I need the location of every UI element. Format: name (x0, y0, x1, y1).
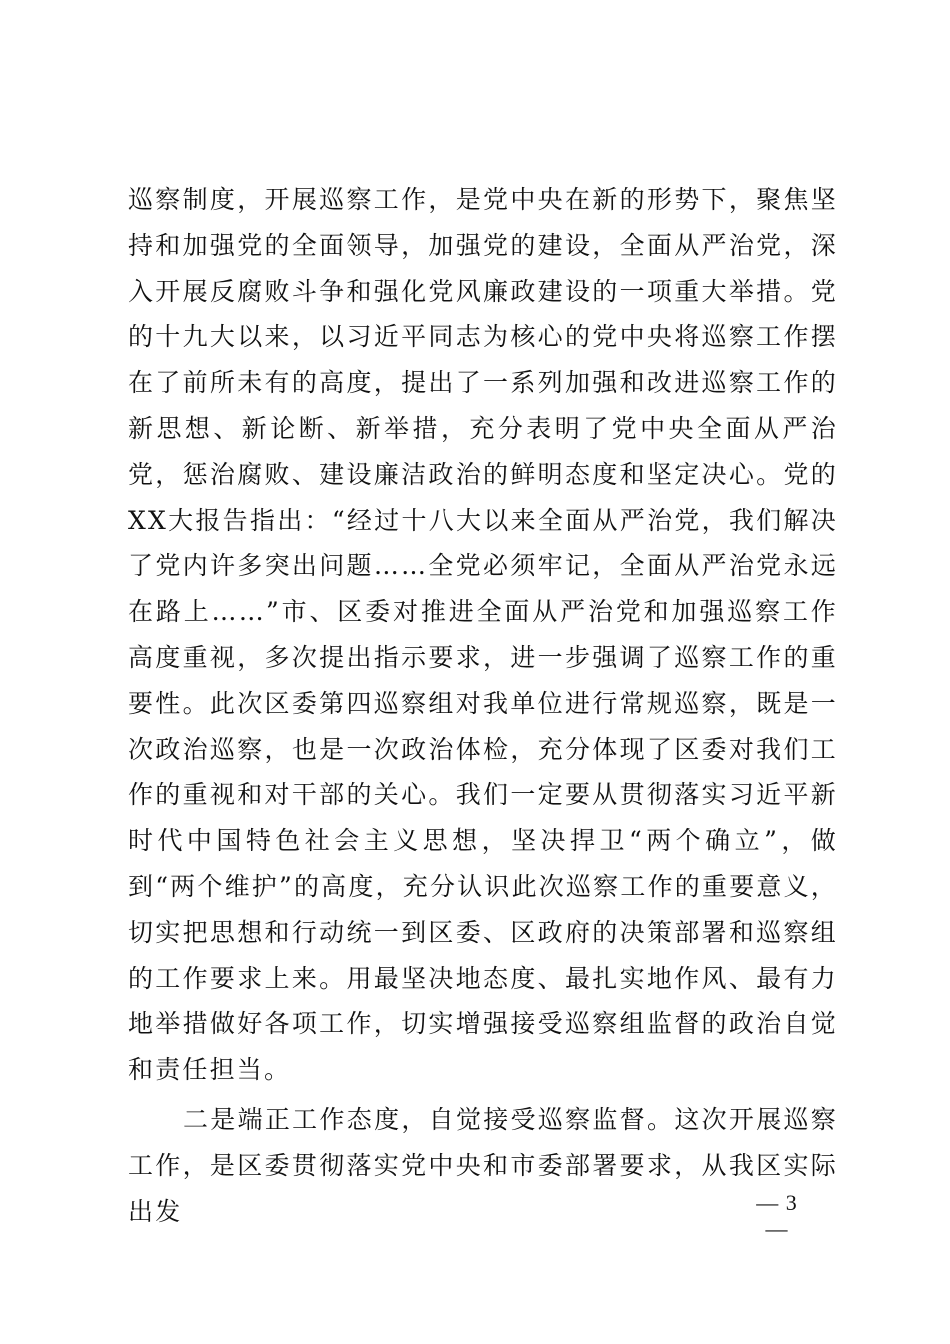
paragraph-2: 二是端正工作态度，自觉接受巡察监督。这次开展巡察工作，是区委贯彻落实党中央和市委部署要求，从我区实际出发 (128, 1104, 838, 1226)
page-number: — 3 — (756, 1190, 798, 1241)
paragraph-1: 巡察制度，开展巡察工作，是党中央在新的形势下，聚焦坚持和加强党的全面领导，加强党的建设，全面从严治党，深入开展反腐败斗争和强化党风廉政建设的一项重大举措。党的十九大以来，以习近平同志为核心的党中央将巡察工作摆在了前所未有的高度，提出了一系列加强和改进巡察工作的新思想、新论断、新举措，充分表明了党中央全面从严治党，惩治腐败、建设廉洁政治的鲜明态度和坚定决心。党的XX大报告指出：“经过十八大以来全面从严治党，我们解决了党内许多突出问题……全党必须牢记，全面从严治党永远在路上……”市、区委对推进全面从严治党和加强巡察工作高度重视，多次提出指示要求，进一步强调了巡察工作的重要性。此次区委第四巡察组对我单位进行常规巡察，既是一次政治巡察，也是一次政治体检，充分体现了区委对我们工作的重视和对干部的关心。我们一定要从贯彻落实习近平新时代中国特色社会主义思想，坚决捍卫“两个确立”，做到“两个维护”的高度，充分认识此次巡察工作的重要意义，切实把思想和行动统一到区委、区政府的决策部署和巡察组的工作要求上来。用最坚决地态度、最扎实地作风、最有力地举措做好各项工作，切实增强接受巡察组监督的政治自觉和责任担当。 (128, 185, 838, 1085)
document-body (128, 177, 838, 1234)
